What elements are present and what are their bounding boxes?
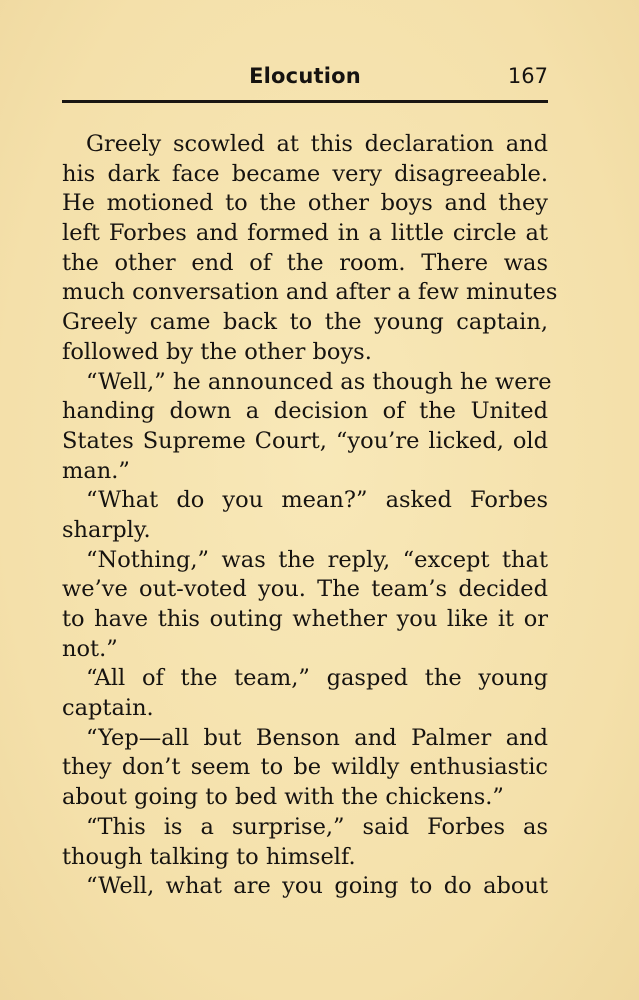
- header-rule: [62, 100, 548, 103]
- text-line: States Supreme Court, “you’re licked, old: [62, 427, 548, 454]
- text-line: “Well, what are you going to do about: [86, 873, 548, 900]
- text-line: “Yep—all but Benson and Palmer and: [86, 724, 548, 751]
- text-line: handing down a decision of the United: [62, 398, 548, 425]
- text-line: we’ve out-voted you. The team’s decided: [62, 576, 548, 603]
- text-line: Greely came back to the young captain,: [62, 309, 548, 336]
- text-line: left Forbes and formed in a little circle at: [62, 220, 548, 247]
- text-line: followed by the other boys.: [62, 338, 372, 365]
- text-line: man.”: [62, 457, 130, 484]
- text-line: “All of the team,” gasped the young: [86, 665, 548, 692]
- page-number: 167: [507, 64, 548, 88]
- text-line: He motioned to the other boys and they: [62, 190, 548, 217]
- text-line: sharply.: [62, 516, 151, 543]
- text-line: not.”: [62, 635, 118, 662]
- text-line: they don’t seem to be wildly enthusiastic: [62, 754, 548, 781]
- text-line: his dark face became very disagreeable.: [62, 160, 548, 187]
- text-line: “Nothing,” was the reply, “except that: [86, 546, 548, 573]
- running-title: Elocution: [249, 64, 361, 88]
- text-line: the other end of the room. There was: [62, 249, 548, 276]
- text-line: about going to bed with the chickens.”: [62, 784, 504, 811]
- text-line: much conversation and after a few minutes: [62, 279, 558, 306]
- text-line: “Well,” he announced as though he were: [86, 368, 552, 395]
- running-header: [62, 62, 548, 96]
- text-line: “This is a surprise,” said Forbes as: [86, 813, 548, 840]
- text-line: though talking to himself.: [62, 843, 356, 870]
- text-line: “What do you mean?” asked Forbes: [86, 487, 548, 514]
- text-line: Greely scowled at this declaration and: [86, 131, 548, 157]
- text-line: to have this outing whether you like it or: [62, 606, 548, 632]
- body-text: [62, 130, 558, 902]
- text-line: captain.: [62, 695, 154, 722]
